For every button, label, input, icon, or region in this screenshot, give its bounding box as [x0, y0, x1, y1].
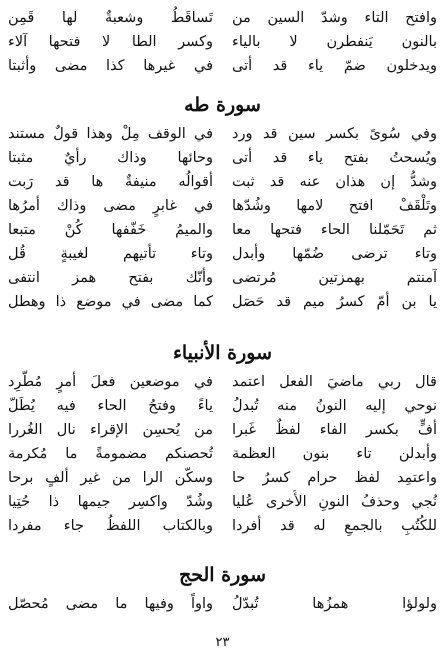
verse-line	[8, 418, 437, 442]
second-hemistich: وأنّك بفتح همز انتفى	[8, 270, 213, 286]
first-hemistich: للكُتُبِ بالجمعِ له قد أفردا	[232, 518, 437, 534]
page-number: ٢٣	[215, 635, 230, 650]
first-hemistich: وأبدلن تاء بنون العظمة	[232, 446, 437, 462]
first-hemistich: وافتح التاء وشدّ السين من	[232, 10, 437, 26]
verse-line	[8, 592, 437, 616]
surah-heading-taha: سورة طه	[184, 94, 261, 116]
second-hemistich: تَساقَطُ وشعبةٌ لها قَمِن	[8, 10, 213, 26]
first-hemistich: نوحي إليه النونُ منه تُبدلُ	[232, 398, 437, 414]
verse-line	[8, 290, 437, 314]
second-hemistich: في غابرٍ مضى وذاك أمرُها	[8, 198, 213, 214]
verse-line	[8, 30, 437, 54]
second-hemistich: وحائها وذاك رأيٌ مثبتا	[8, 150, 213, 166]
first-hemistich: وفي سُوىً بكسر سين قد ورد	[232, 126, 437, 142]
verse-line	[8, 514, 437, 538]
verse-line	[8, 242, 437, 266]
verse-block-4	[8, 592, 437, 616]
first-hemistich: واعتمِد لفظ حرام كسرُ حا	[232, 470, 437, 486]
second-hemistich: كما مضى في موضع ذا وهطل	[8, 294, 213, 310]
second-hemistich: وتاء تأتيهم لغيبةٍ قُل	[8, 246, 213, 262]
first-hemistich: وتاء ترضى ضُمّها وأبدل	[232, 246, 437, 262]
first-hemistich: ولولؤا همزُها تُبدّلُ	[232, 596, 437, 612]
second-hemistich: ياءً وفتحُ الحاء فيه يُطَلّ	[8, 398, 213, 414]
second-hemistich: تُحصنكم مضمومةً ما مُكرمة	[8, 446, 213, 462]
verse-block-2	[8, 122, 437, 314]
verse-line	[8, 370, 437, 394]
first-hemistich: ويُسحتُ بفتح ياء قد أتى	[232, 150, 437, 166]
second-hemistich: واواً وفيها ما مضى مُحصّل	[8, 596, 213, 612]
verse-line	[8, 6, 437, 30]
first-hemistich: ويدخلون ضمّ ياء قد أتى	[232, 58, 437, 74]
verse-line	[8, 122, 437, 146]
first-hemistich: وتَلْقَفْ افتح لامها وشُدّها	[232, 198, 437, 214]
first-hemistich: ثم تَحَمّلنا الحاء فتحها معا	[232, 222, 437, 238]
first-hemistich: آمنتم بهمزتين مُرتضى	[232, 270, 437, 286]
verse-line	[8, 218, 437, 242]
second-hemistich: في موضعين فعلَ أمرٍ مُطَّرِد	[8, 374, 213, 390]
first-hemistich: أفٍّ بكسر الفاء لفظٌ غَبرا	[232, 422, 437, 438]
second-hemistich: أقوالُه منيفةٌ ها قد رَبت	[8, 174, 213, 190]
verse-line	[8, 194, 437, 218]
second-hemistich: والميمُ خَفّفها كُنْ متبعا	[8, 222, 213, 238]
second-hemistich: وسكّن الرا من غير ألفٍ برحا	[8, 470, 213, 486]
verse-line	[8, 466, 437, 490]
verse-line	[8, 54, 437, 78]
first-hemistich: وشدُّ إن هذان عنه قد ثبت	[232, 174, 437, 190]
verse-line	[8, 266, 437, 290]
first-hemistich: قال ربي ماضيَ الفعل اعتمد	[232, 374, 437, 390]
verse-block-3	[8, 370, 437, 538]
surah-heading-al-anbiya: سورة الأنبياء	[172, 342, 273, 364]
verse-line	[8, 394, 437, 418]
first-hemistich: نُجي وحذفُ النونِ الأُخرى عُليا	[232, 494, 437, 510]
surah-heading-al-hajj: سورة الحج	[178, 564, 267, 586]
verse-line	[8, 490, 437, 514]
verse-line	[8, 170, 437, 194]
second-hemistich: من يُحسِن الإقراء نال الغُررا	[8, 422, 213, 438]
second-hemistich: وكسر الطا لا فتحها آلاء	[8, 34, 213, 50]
second-hemistich: وبالكتاب اللفظُ جاء مفردا	[8, 518, 213, 534]
second-hemistich: في الوقف مِلْ وهذا قولٌ مستند	[8, 126, 213, 142]
second-hemistich: وشُدّ واكسِر جيمها ذا حُتِيا	[8, 494, 213, 510]
verse-line	[8, 442, 437, 466]
first-hemistich: يا بن أمّ كسرُ ميم قد حَصَل	[232, 294, 437, 310]
verse-line	[8, 146, 437, 170]
second-hemistich: في غيرها كذا مضى وأثبتا	[8, 58, 213, 74]
first-hemistich: بالنون يَنفطرن لا بالياء	[232, 34, 437, 50]
verse-block-1	[8, 6, 437, 78]
